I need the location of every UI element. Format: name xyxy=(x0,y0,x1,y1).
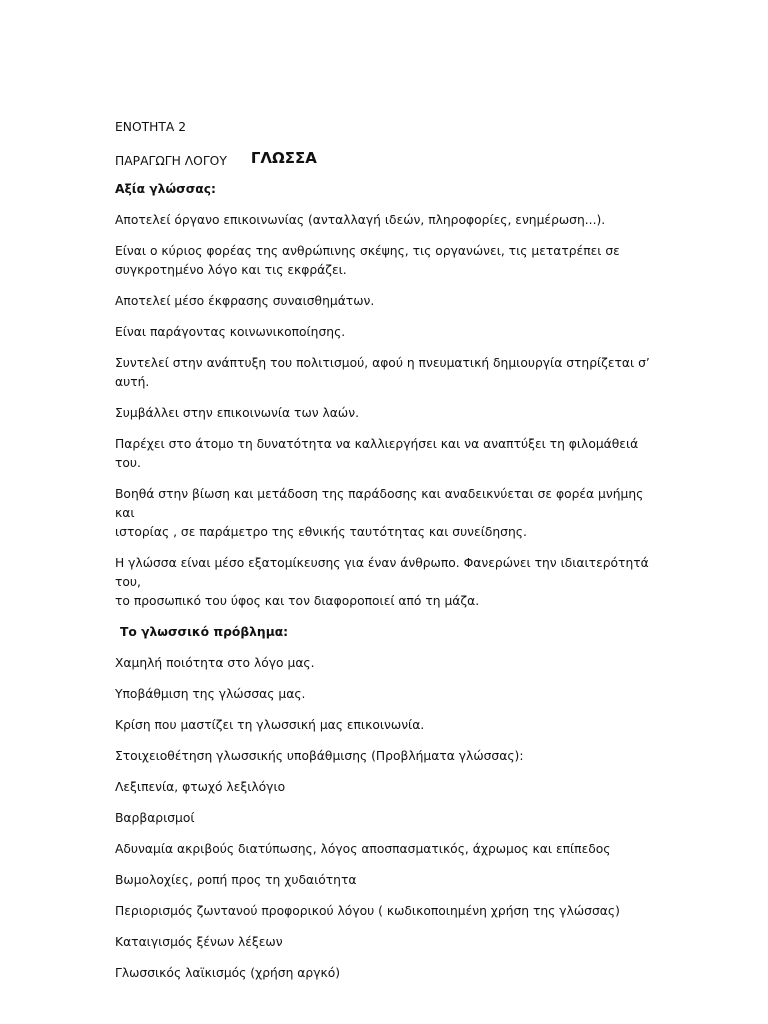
paragraph: Βωμολοχίες, ροπή προς τη χυδαιότητα xyxy=(115,873,357,887)
paragraph-continued: το προσωπικό του ύφος και τον διαφοροποιεί από τη μάζα. xyxy=(115,594,480,608)
paragraph: Βαρβαρισμοί xyxy=(115,811,195,825)
paragraph-continued: συγκροτημένο λόγο και τις εκφράζει. xyxy=(115,263,347,277)
paragraph: Συντελεί στην ανάπτυξη του πολιτισμού, αφού η πνευματική δημιουργία στηρίζεται σ’ xyxy=(115,356,650,370)
document-body xyxy=(115,118,655,995)
paragraph: Υποβάθμιση της γλώσσας μας. xyxy=(115,687,306,701)
paragraph: Καταιγισμός ξένων λέξεων xyxy=(115,935,283,949)
paragraph: Είναι ο κύριος φορέας της ανθρώπινης σκέψης, τις οργανώνει, τις μετατρέπει σε xyxy=(115,244,620,258)
unit-label: ΕΝΟΤΗΤΑ 2 xyxy=(115,120,187,134)
paragraph: Είναι παράγοντας κοινωνικοποίησης. xyxy=(115,325,346,339)
section-title-problem: Το γλωσσικό πρόβλημα: xyxy=(120,625,289,639)
header-title: ΓΛΩΣΣΑ xyxy=(250,149,317,167)
paragraph: Συμβάλλει στην επικοινωνία των λαών. xyxy=(115,406,359,420)
paragraph-continued: αυτή. xyxy=(115,375,150,389)
header-subtitle: ΠΑΡΑΓΩΓΗ ΛΟΓΟΥ xyxy=(115,154,227,168)
paragraph: Χαμηλή ποιότητα στο λόγο μας. xyxy=(115,656,315,670)
paragraph: Αδυναμία ακριβούς διατύπωσης, λόγος αποσπασματικός, άχρωμος και επίπεδος xyxy=(115,842,611,856)
paragraph: Παρέχει στο άτομο τη δυνατότητα να καλλιεργήσει και να αναπτύξει τη φιλομάθειά του. xyxy=(115,437,639,470)
paragraph: Αποτελεί μέσο έκφρασης συναισθημάτων. xyxy=(115,294,375,308)
paragraph: Βοηθά στην βίωση και μετάδοση της παράδοσης και αναδεικνύεται σε φορέα μνήμης και xyxy=(115,487,644,520)
paragraph: Κρίση που μαστίζει τη γλωσσική μας επικοινωνία. xyxy=(115,718,425,732)
paragraph: Λεξιπενία, φτωχό λεξιλόγιο xyxy=(115,780,286,794)
paragraph: Περιορισμός ζωντανού προφορικού λόγου ( κωδικοποιημένη χρήση της γλώσσας) xyxy=(115,904,620,918)
paragraph: Αποτελεί όργανο επικοινωνίας (ανταλλαγή ιδεών, πληροφορίες, ενημέρωση...). xyxy=(115,213,606,227)
section-title-value: Αξία γλώσσας: xyxy=(115,182,216,196)
paragraph: Η γλώσσα είναι μέσο εξατομίκευσης για έναν άνθρωπο. Φανερώνει την ιδιαιτερότητά του, xyxy=(115,556,649,589)
paragraph: Γλωσσικός λαϊκισμός (χρήση αργκό) xyxy=(115,966,341,980)
header-row xyxy=(115,151,655,169)
paragraph-continued: ιστορίας , σε παράμετρο της εθνικής ταυτότητας και συνείδησης. xyxy=(115,525,527,539)
paragraph: Στοιχειοθέτηση γλωσσικής υποβάθμισης (Προβλήματα γλώσσας): xyxy=(115,749,524,763)
